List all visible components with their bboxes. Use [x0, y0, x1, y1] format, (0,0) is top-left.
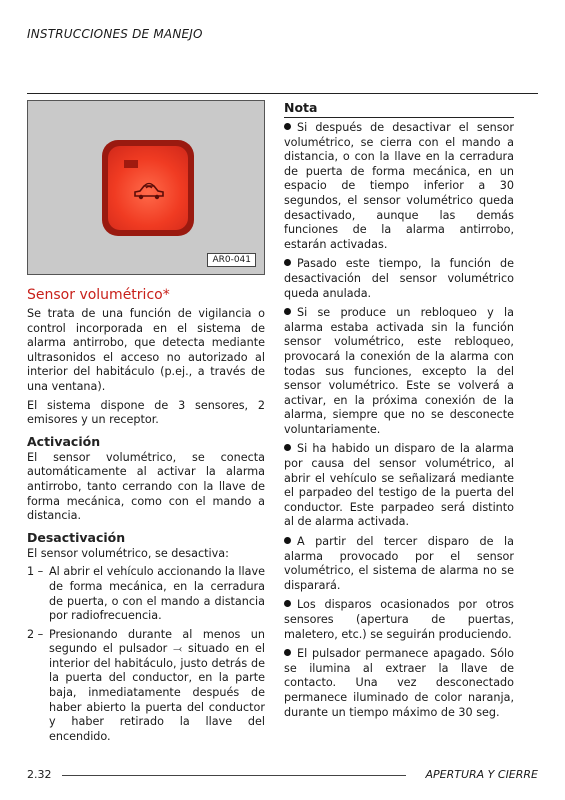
- note-heading: Nota: [284, 100, 318, 115]
- deactivation-heading: Desactivación: [27, 529, 126, 545]
- left-column: [27, 287, 265, 748]
- note-rule: [284, 117, 514, 118]
- note-bullet: Si después de desactivar el sensor volumétrico, se cierra con el mando a distancia, o con la llave en la cerradura de puerta de forma mecánica, en un espacio de tiempo inferior a 30 segundos, el sensor volumétrico queda desactivado, aunque las demás funciones de la alarma antirrobo, estarán activadas.: [284, 121, 514, 251]
- header-rule: [27, 93, 538, 94]
- sensor-button-figure: [27, 100, 265, 275]
- figure-code: AR0-041: [207, 253, 256, 267]
- bullet-icon: [284, 308, 291, 315]
- bullet-icon: [284, 444, 291, 451]
- footer-rule: [62, 775, 406, 776]
- note-bullet: Si se produce un rebloqueo y la alarma estaba activada sin la función sensor volumétrico, este rebloqueo, provocará la conexión de la alarma con todas sus funciones, excepto la del sensor volumétrico. Este se volverá a activar, en la próxima conexión de la alarma, siempre que no se desconecte voluntariamente.: [284, 306, 514, 436]
- activation-paragraph: El sensor volumétrico, se conecta automáticamente al activar la alarma antirrobo, tanto cerrando con la llave de forma mecánica, como con el mando a distancia.: [27, 450, 265, 523]
- intro-paragraph: Se trata de una función de vigilancia o control incorporada en el sistema de alarma antirrobo, que detecta mediante ultrasonidos el acceso no autorizado al interior del habitáculo (p.ej., a través de una ventana).: [27, 307, 265, 393]
- bullet-icon: [284, 123, 291, 130]
- bullet-icon: [284, 259, 291, 266]
- deactivation-intro: El sensor volumétrico, se desactiva:: [27, 546, 229, 560]
- note-bullet: Los disparos ocasionados por otros sensores (apertura de puertas, maletero, etc.) se seguirán produciendo.: [284, 598, 514, 641]
- car-sensor-icon: [132, 180, 166, 202]
- section-title: Sensor volumétrico*: [27, 287, 170, 303]
- list-item: 2 – Presionando durante al menos un segundo el pulsador ⤙ situado en el interior del habitáculo, justo detrás de la puerta del conductor, en la parte baja, inmediatamente después de haber abierto la puerta del conductor y haber retirado la llave del encendido.: [27, 627, 265, 743]
- list-item: 1 – Al abrir el vehículo accionando la llave de forma mecánica, en la cerradura de puerta, o con el mando a distancia por radiofrecuencia.: [27, 565, 265, 623]
- running-header: INSTRUCCIONES DE MANEJO: [27, 27, 203, 41]
- activation-heading: Activación: [27, 433, 101, 449]
- page-number: 2.32: [27, 768, 52, 781]
- footer-section: APERTURA Y CIERRE: [425, 768, 538, 781]
- indicator-led-icon: [124, 160, 138, 168]
- sensor-button-illustration: [102, 140, 194, 236]
- note-bullet: A partir del tercer disparo de la alarma provocado por el sensor volumétrico, el sistema de alarma no se disparará.: [284, 535, 514, 592]
- right-column: [284, 100, 514, 725]
- bullet-icon: [284, 537, 291, 544]
- sensors-paragraph: El sistema dispone de 3 sensores, 2 emisores y un receptor.: [27, 398, 265, 427]
- note-bullet: Si ha habido un disparo de la alarma por causa del sensor volumétrico, al abrir el vehículo se señalizará mediante el parpadeo del testigo de la puerta del conductor. Este parpadeo será distinto al de alarma activada.: [284, 442, 514, 529]
- note-bullet: Pasado este tiempo, la función de desactivación del sensor volumétrico queda anulada.: [284, 257, 514, 300]
- note-bullet: El pulsador permanece apagado. Sólo se ilumina al extraer la llave de contacto. Una vez desconectado permanece iluminado de color naranja, durante un tiempo máximo de 30 seg.: [284, 647, 514, 719]
- bullet-icon: [284, 600, 291, 607]
- bullet-icon: [284, 649, 291, 656]
